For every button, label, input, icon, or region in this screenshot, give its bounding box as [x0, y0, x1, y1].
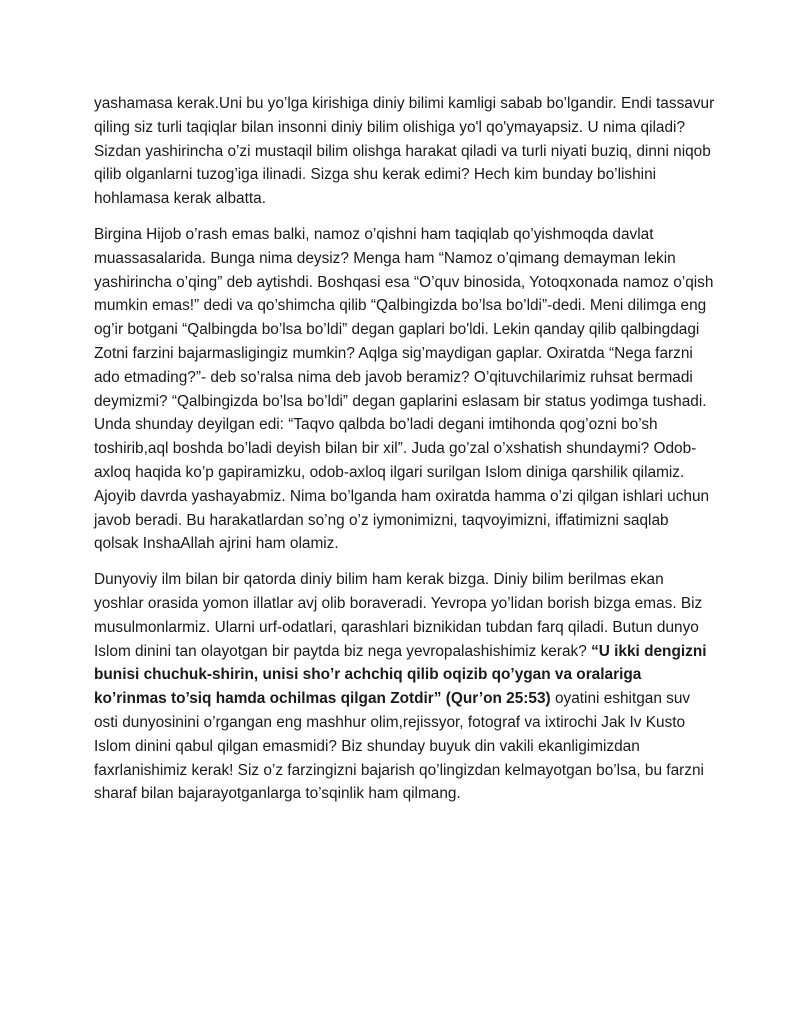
- paragraph-3: [94, 568, 716, 806]
- document-page: [94, 92, 716, 818]
- paragraph-3-end: oyatini eshitgan suv osti dunyosinini o’rgangan eng mashhur olim,rejissyor, fotograf va ixtirochi Jak Iv Kusto Islom dinini qabul qilgan emasmidi? Biz shunday buyuk din vakili ekanligimizdan faxrlanishimiz kerak! Siz o’z farzingizni bajarish qo’lingizdan kelmayotgan bo’lsa, bu farzni sharaf bilan bajarayotganlarga to’sqinlik ham qilmang.: [94, 690, 704, 803]
- paragraph-2: Birgina Hijob o’rash emas balki, namoz o’qishni ham taqiqlab qo’yishmoqda davlat muassasalarida. Bunga nima deysiz? Menga ham “Namoz o’qimang demayman lekin yashirincha o’qing” deb aytishdi. Boshqasi esa “O’quv binosida, Yotoqxonada namoz o’qish mumkin emas!” dedi va qo’shimcha qilib “Qalbingizda bo’lsa bo’ldi”-dedi. Meni dilimga eng og’ir botgani “Qalbingda bo’lsa bo’ldi” degan gaplari bo'ldi. Lekin qanday qilib qalbingdagi Zotni farzini bajarmasligingiz mumkin? Aqlga sig’maydigan gaplar. Oxiratda “Nega farzni ado etmading?”- deb so’ralsa nima deb javob beramiz? O’qituvchilarimiz ruhsat bermadi deymizmi? “Qalbingizda bo’lsa bo’ldi” degan gaplarini eslasam bir status yodimga tushadi. Unda shunday deyilgan edi: “Taqvo qalbda bo’ladi degani imtihonda qog’ozni bo’sh toshirib,aql boshda bo’ladi deyish bilan bir xil”. Juda go’zal o’xshatish shundaymi? Odob-axloq haqida ko’p gapiramizku, odob-axloq ilgari surilgan Islom diniga qarshilik qilamiz. Ajoyib davrda yashayabmiz. Nima bo’lganda ham oxiratda hamma o’zi qilgan ishlari uchun javob beradi. Bu harakatlardan so’ng o’z iymonimizni, taqvoyimizni, iffatimizni saqlab qolsak InshaAllah ajrini ham olamiz.: [94, 225, 714, 553]
- paragraph-1: yashamasa kerak.Uni bu yo’lga kirishiga diniy bilimi kamligi sabab bo’lgandir. Endi tassavur qiling siz turli taqiqlar bilan insonni diniy bilim olishiga yo'l qo'ymayapsiz. U nima qiladi? Sizdan yashirincha o’zi mustaqil bilim olishga harakat qiladi va turli niyati buziq, dinni niqob qilib olganlarni tuzog’iga ilinadi. Sizga shu kerak edimi? Hech kim bunday bo’lishini hohlamasa kerak albatta.: [94, 95, 715, 208]
- paragraph-3-start: Dunyoviy ilm bilan bir qatorda diniy bilim ham kerak bizga. Diniy bilim berilmas ekan yoshlar orasida yomon illatlar avj olib boraveradi. Yevropa yo’lidan borish bizga emas. Biz musulmonlarmiz. Ularni urf-odatlari, qarashlari biznikidan tubdan farq qiladi. Butun dunyo Islom dinini tan olayotgan bir paytda biz nega yevropalashishimiz kerak?: [94, 571, 703, 660]
- quran-quote: “U ikki dengizni bunisi chuchuk-shirin, unisi sho’r achchiq qilib oqizib qo’ygan va oralariga ko’rinmas to’siq hamda ochilmas qilgan Zotdir” (Qur’on 25:53): [94, 642, 707, 708]
